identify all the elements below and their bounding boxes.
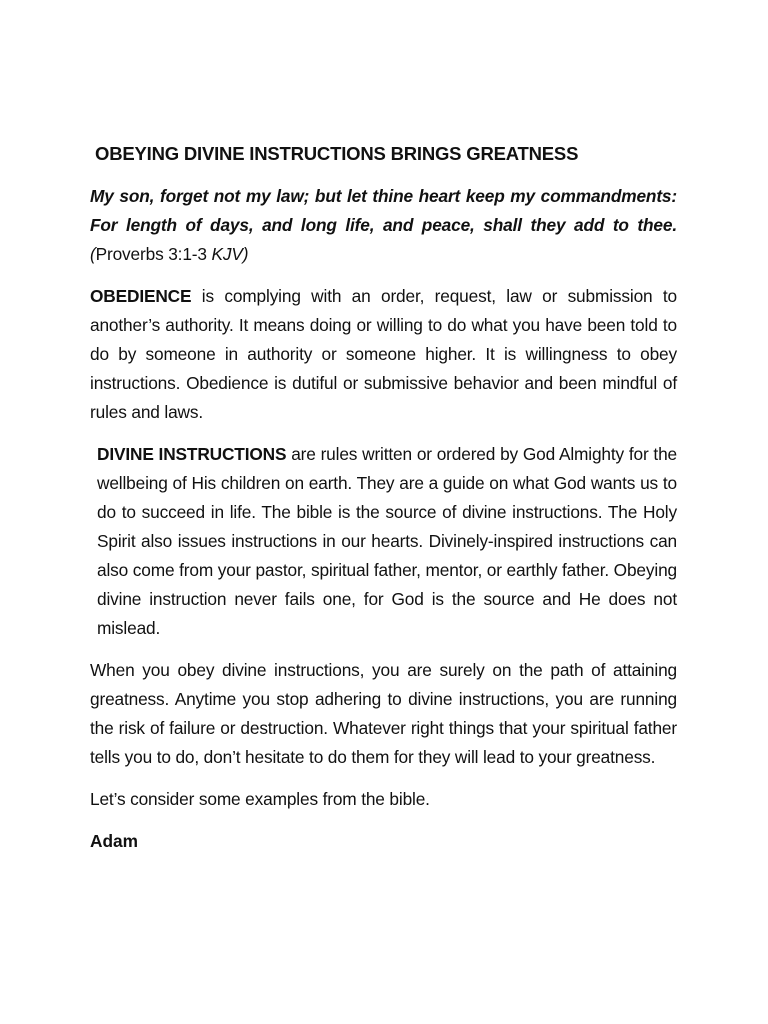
greatness-paragraph: When you obey divine instructions, you are surely on the path of attaining greatness. Anytime you stop adhering to divine instructions, you are running the risk of failure or destruction. Whatever right things that your spiritual father tells you to do, don’t hesitate to do them for they will lead to your greatness. [90, 660, 677, 767]
verse-paragraph [90, 182, 677, 269]
verse-text: My son, forget not my law; but let thine heart keep my commandments: For length of days, and long life, and peace, shall they add to thee. [90, 186, 677, 235]
examples-paragraph: Let’s consider some examples from the bible. [90, 789, 430, 809]
verse-version: KJV) [211, 244, 249, 264]
obedience-term: OBEDIENCE [90, 286, 192, 306]
obedience-definition: is complying with an order, request, law or submission to another’s authority. It means doing or willing to do what you have been told to do by someone in authority or someone higher. It is willingness to obey instructions. Obedience is dutiful or submissive behavior and been mindful of rules and laws. [90, 286, 677, 422]
verse-reference: Proverbs 3:1-3 [95, 244, 212, 264]
obedience-paragraph [90, 282, 677, 427]
divine-instructions-paragraph [90, 440, 677, 643]
divine-instructions-term: DIVINE INSTRUCTIONS [97, 444, 287, 464]
document-title: OBEYING DIVINE INSTRUCTIONS BRINGS GREATNESS [95, 143, 579, 164]
document-body [90, 140, 677, 856]
section-heading-adam: Adam [90, 831, 139, 851]
verse-ref-open: ( [90, 244, 96, 264]
divine-instructions-definition: are rules written or ordered by God Almighty for the wellbeing of His children on earth. They are a guide on what God wants us to do to succeed in life. The bible is the source of divine instructions. The Holy Spirit also issues instructions in our hearts. Divinely-inspired instructions can also come from your pastor, spiritual father, mentor, or earthly father. Obeying divine instruction never fails one, for God is the source and He does not mislead. [97, 444, 677, 638]
